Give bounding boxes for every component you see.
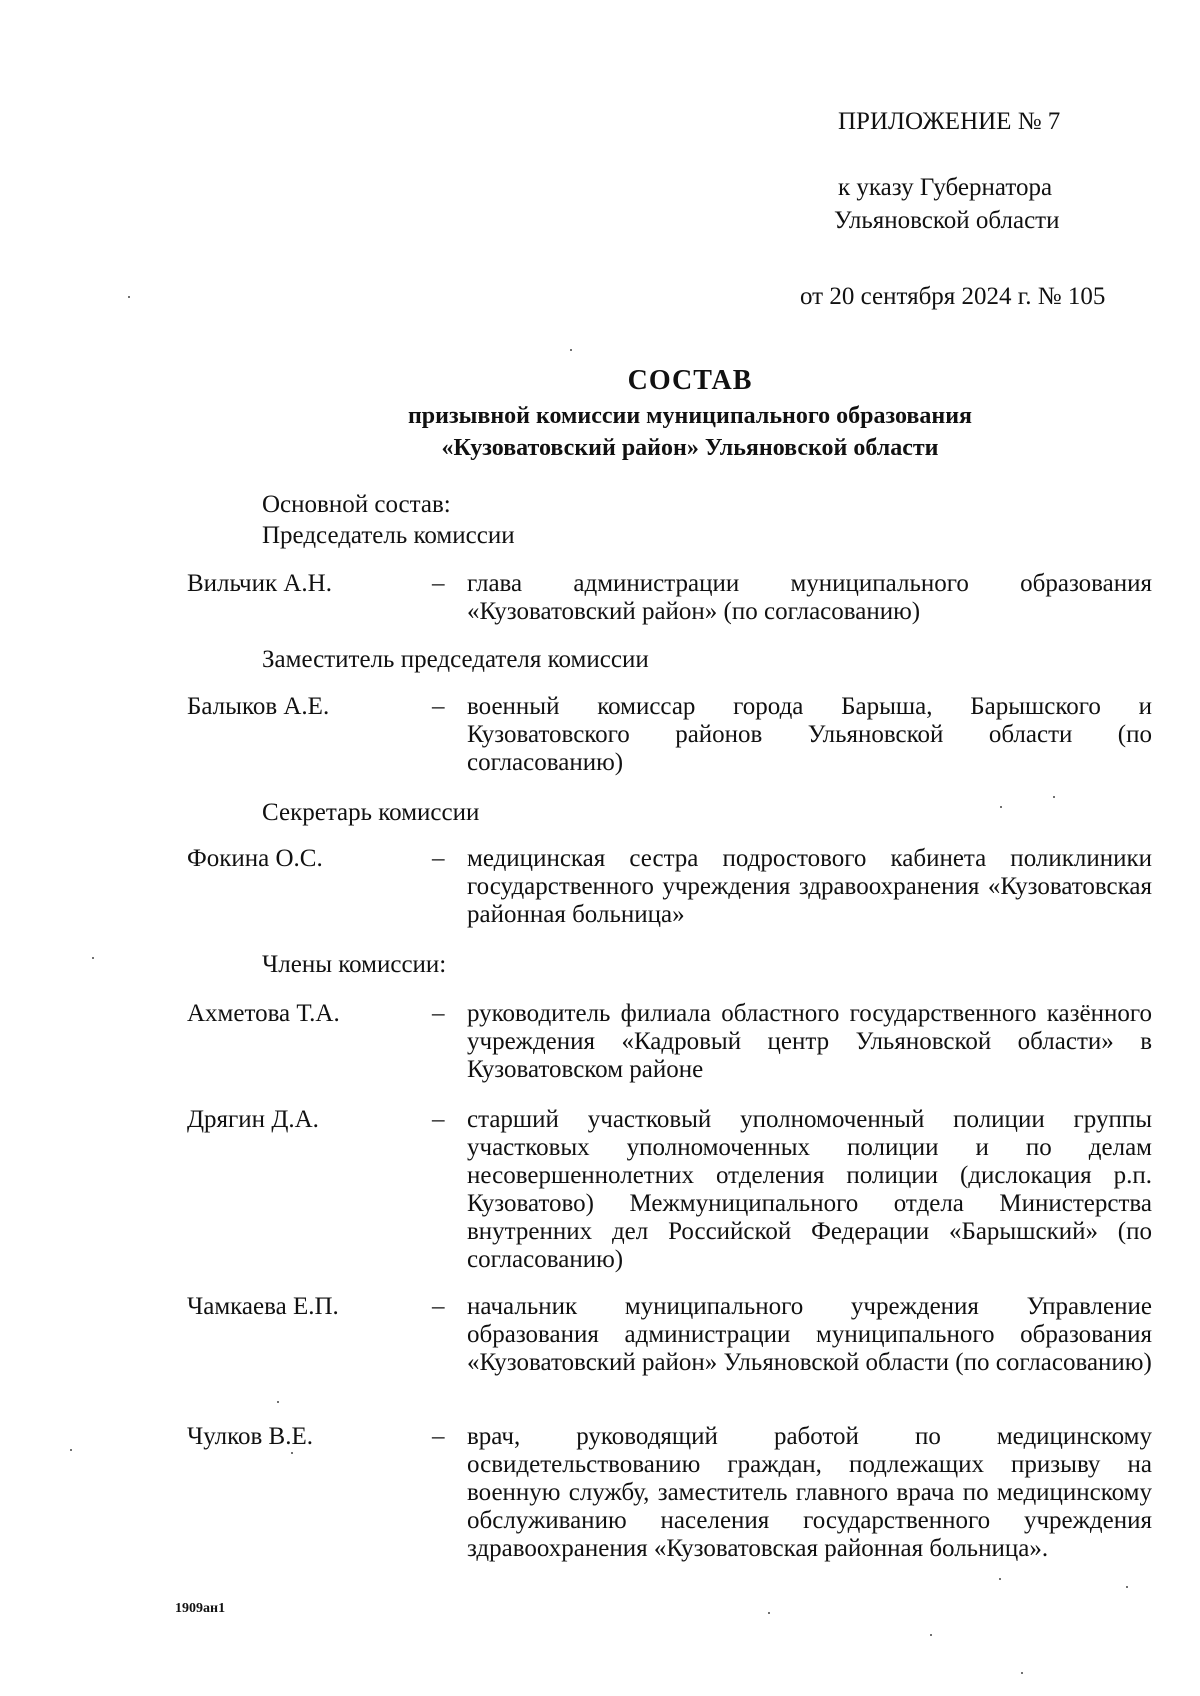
member-position: старший участковый уполномоченный полиции группы участковых уполномоченных полиции и по делам несовершеннолетних отделения полиции (дислокация р.п. Кузоватово) Межмуниципального отдела Министерства внутренних дел Российской Федерации «Барышский» (по согласованию) [467, 1106, 1152, 1273]
dash-separator: – [432, 1000, 445, 1027]
scan-speck [1126, 1586, 1128, 1588]
member-position: руководитель филиала областного государственного казённого учреждения «Кадровый центр Ульяновской области» в Кузоватовском районе [467, 1000, 1152, 1083]
dash-separator: – [432, 570, 445, 597]
scan-speck [999, 1578, 1001, 1580]
members-label: Члены комиссии: [262, 951, 447, 978]
decree-date-number: от 20 сентября 2024 г. № 105 [800, 283, 1106, 310]
member-name: Чамкаева Е.П. [187, 1293, 339, 1320]
scan-speck [1021, 1672, 1023, 1674]
decree-reference-line2: Ульяновской области [834, 207, 1060, 234]
scan-speck [1053, 796, 1055, 798]
member-name: Фокина О.С. [187, 845, 323, 872]
title-main: СОСТАВ [627, 365, 753, 396]
scan-speck [70, 1449, 72, 1451]
member-name: Ахметова Т.А. [187, 1000, 340, 1027]
scan-speck [768, 1612, 770, 1614]
member-entry [187, 1000, 1152, 1084]
dash-separator: – [432, 845, 445, 872]
dash-separator: – [432, 693, 445, 720]
scan-speck [291, 1452, 293, 1454]
member-name: Вильчик А.Н. [187, 570, 332, 597]
decree-reference-line1: к указу Губернатора [838, 174, 1053, 201]
title-line1: призывной комиссии муниципального образования [407, 403, 973, 429]
main-composition-label: Основной состав: [262, 491, 451, 518]
document-code: 1909ан1 [175, 1601, 226, 1616]
member-entry [187, 1293, 1152, 1377]
scan-speck [277, 1401, 279, 1403]
member-entry [187, 1423, 1152, 1563]
member-name: Дрягин Д.А. [187, 1106, 319, 1133]
secretary-label: Секретарь комиссии [262, 799, 480, 826]
dash-separator: – [432, 1106, 445, 1133]
chairman-label: Председатель комиссии [262, 522, 515, 549]
title-line2: «Кузоватовский район» Ульяновской области [441, 435, 939, 461]
member-entry [187, 1106, 1152, 1274]
member-position: начальник муниципального учреждения Управление образования администрации муниципального образования «Кузоватовский район» Ульяновской области (по согласованию) [467, 1293, 1152, 1376]
scan-speck [930, 1634, 932, 1636]
member-entry [187, 845, 1152, 929]
scan-speck [92, 957, 94, 959]
member-position: военный комиссар города Барыша, Барышского и Кузоватовского районов Ульяновской области (по согласованию) [467, 693, 1152, 776]
dash-separator: – [432, 1293, 445, 1320]
member-position: глава администрации муниципального образования «Кузоватовский район» (по согласованию) [467, 570, 1152, 625]
member-position: врач, руководящий работой по медицинскому освидетельствованию граждан, подлежащих призыву на военную службу, заместитель главного врача по медицинскому обслуживанию населения государственного учреждения здравоохранения «Кузоватовская районная больница». [467, 1423, 1152, 1562]
document-title [250, 362, 1130, 464]
appendix-heading: ПРИЛОЖЕНИЕ № 7 [838, 108, 1061, 135]
scan-speck [128, 296, 130, 298]
member-entry [187, 693, 1152, 777]
deputy-label: Заместитель председателя комиссии [262, 646, 649, 673]
scan-speck [570, 349, 572, 351]
member-position: медицинская сестра подростового кабинета поликлиники государственного учреждения здравоохранения «Кузоватовская районная больница» [467, 845, 1152, 928]
member-name: Чулков В.Е. [187, 1423, 314, 1450]
dash-separator: – [432, 1423, 445, 1450]
scan-speck [1000, 806, 1002, 808]
member-name: Балыков А.Е. [187, 693, 330, 720]
member-entry [187, 570, 1152, 626]
